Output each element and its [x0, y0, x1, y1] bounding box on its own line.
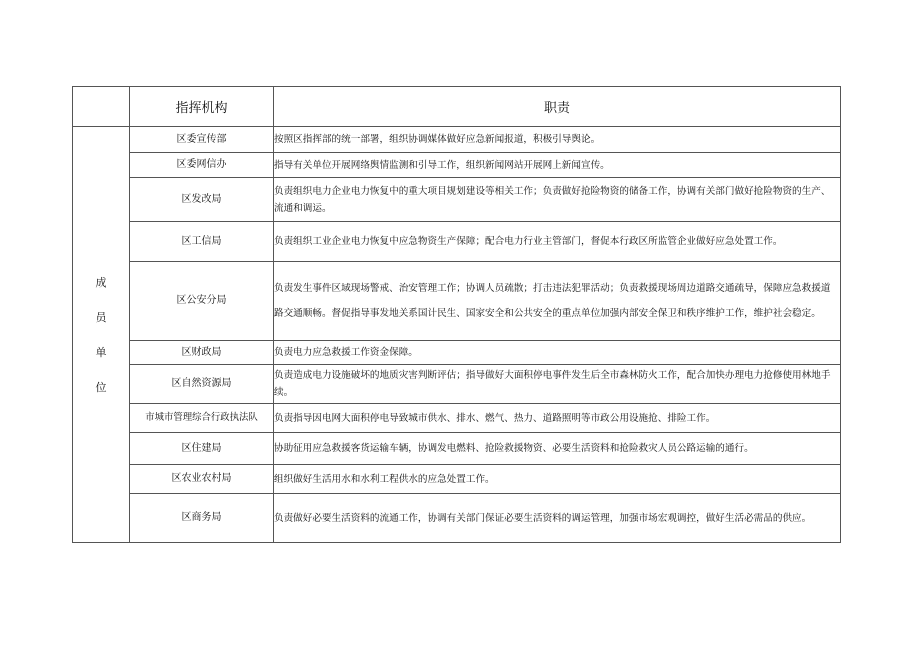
org-cell: 区发改局: [130, 178, 274, 222]
duty-cell: 负责电力应急救援工作资金保障。: [274, 341, 841, 365]
group-label-char: 位: [95, 380, 107, 394]
table-row: [73, 127, 841, 153]
org-cell: 区住建局: [130, 433, 274, 465]
org-cell: 区财政局: [130, 341, 274, 365]
duty-cell: 负责组织电力企业电力恢复中的重大项目规划建设等相关工作；负责做好抢险物资的储备工作，协调有关部门做好抢险物资的生产、流通和调运。: [274, 178, 841, 222]
table-row: [73, 222, 841, 262]
group-label-char: 员: [95, 310, 107, 324]
table-row: [73, 433, 841, 465]
table-row: [73, 178, 841, 222]
org-cell: 区委网信办: [130, 153, 274, 178]
table-row: [73, 494, 841, 543]
duty-cell: 协助征用应急救援客货运输车辆，协调发电燃料、抢险救援物资、必要生活资料和抢险救灾人员公路运输的通行。: [274, 433, 841, 465]
table-row: [73, 465, 841, 494]
org-cell: 市城市管理综合行政执法队: [130, 404, 274, 433]
table-row: [73, 404, 841, 433]
org-cell: 区公安分局: [130, 262, 274, 341]
org-cell: 区农业农村局: [130, 465, 274, 494]
table-row: [73, 341, 841, 365]
header-blank-cell: [73, 87, 130, 127]
group-label-char: 成: [95, 275, 107, 289]
duty-cell: 按照区指挥部的统一部署，组织协调媒体做好应急新闻报道，积极引导舆论。: [274, 127, 841, 153]
table-header-row: [73, 87, 841, 127]
table-row: [73, 153, 841, 178]
duty-cell: 负责指导因电网大面积停电导致城市供水、排水、燃气、热力、道路照明等市政公用设施抢、排险工作。: [274, 404, 841, 433]
group-label-cell: [73, 127, 130, 543]
org-cell: 区工信局: [130, 222, 274, 262]
header-org: 指挥机构: [130, 87, 274, 127]
header-duty: 职责: [274, 87, 841, 127]
duty-cell: 指导有关单位开展网络舆情监测和引导工作，组织新闻网站开展网上新闻宣传。: [274, 153, 841, 178]
org-cell: 区商务局: [130, 494, 274, 543]
duty-table: [72, 86, 841, 543]
org-cell: 区自然资源局: [130, 365, 274, 404]
table-row: [73, 365, 841, 404]
group-label-char: 单: [95, 345, 107, 359]
duty-cell: 负责组织工业企业电力恢复中应急物资生产保障；配合电力行业主管部门，督促本行政区所监管企业做好应急处置工作。: [274, 222, 841, 262]
duty-cell: 组织做好生活用水和水利工程供水的应急处置工作。: [274, 465, 841, 494]
org-cell: 区委宣传部: [130, 127, 274, 153]
duty-cell: 负责造成电力设施破坏的地质灾害判断评估；指导做好大面积停电事件发生后全市森林防火工作，配合加快办理电力抢修使用林地手续。: [274, 365, 841, 404]
table-row: [73, 262, 841, 341]
duty-cell: 负责发生事件区域现场警戒、治安管理工作；协调人员疏散；打击违法犯罪活动；负责救援现场周边道路交通疏导，保障应急救援道路交通顺畅。督促指导事发地关系国计民生、国家安全和公共安全的重点单位加强内部安全保卫和秩序维护工作，维护社会稳定。: [274, 262, 841, 341]
duty-cell: 负责做好必要生活资料的流通工作，协调有关部门保证必要生活资料的调运管理，加强市场宏观调控，做好生活必需品的供应。: [274, 494, 841, 543]
